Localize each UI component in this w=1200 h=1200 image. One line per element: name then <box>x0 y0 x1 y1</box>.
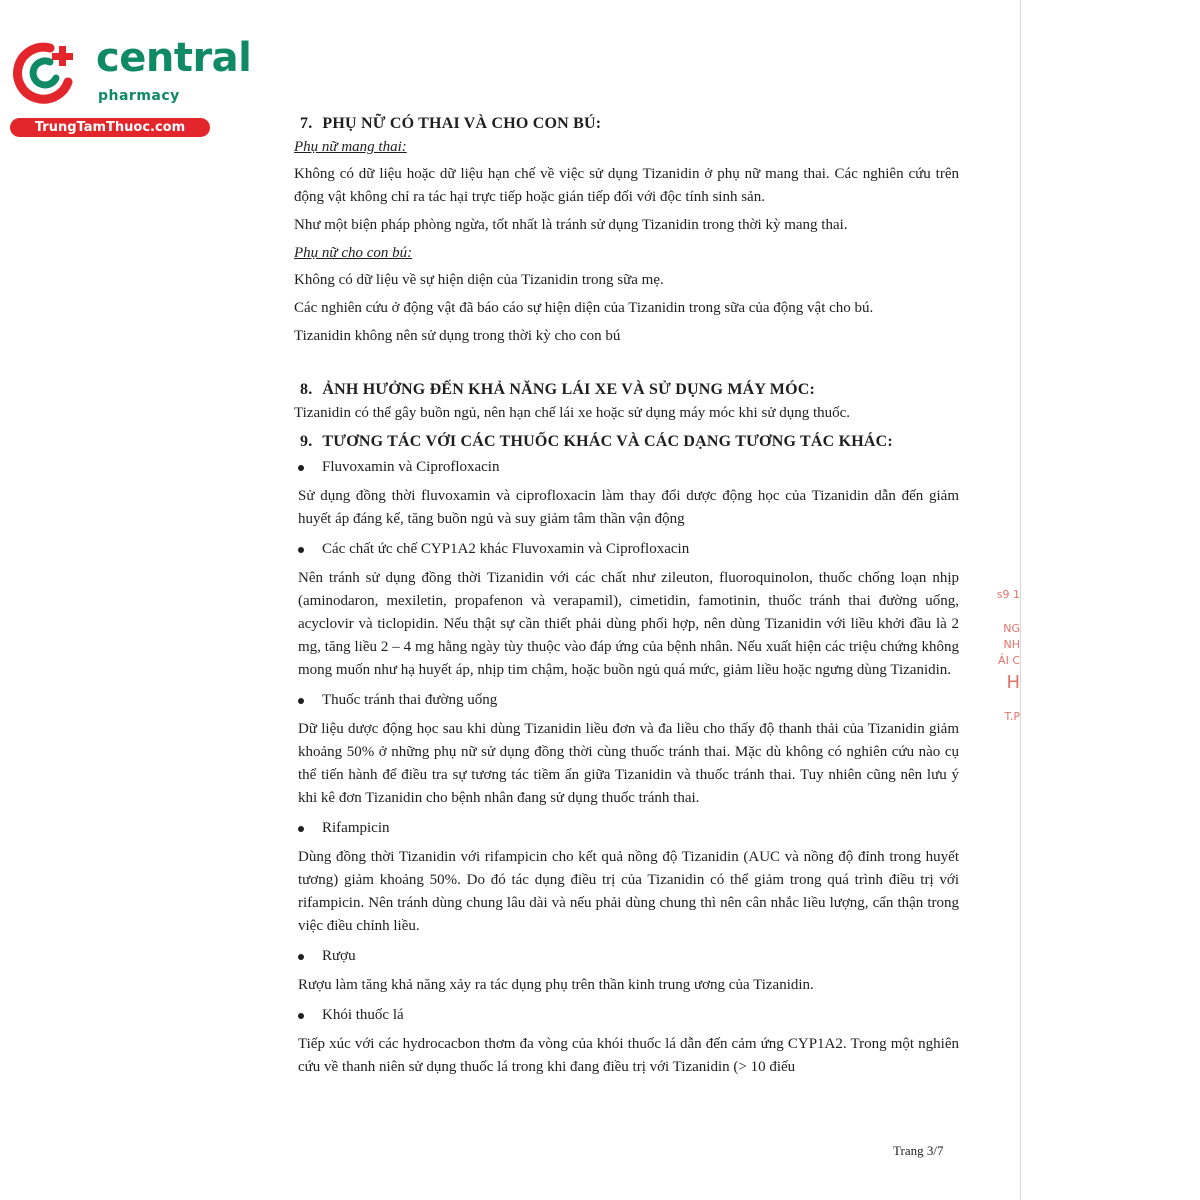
bullet-dot-icon <box>298 954 304 960</box>
section-title: PHỤ NỮ CÓ THAI VÀ CHO CON BÚ: <box>322 115 602 132</box>
bullet-item <box>298 689 959 712</box>
document-body <box>294 112 959 1079</box>
stamp-text-1: s9 1 <box>996 588 1020 601</box>
paragraph: Như một biện pháp phòng ngừa, tốt nhất là tránh sử dụng Tizanidin trong thời kỳ mang thai. <box>294 217 848 233</box>
bullet-label: Các chất ức chế CYP1A2 khác Fluvoxamin và Ciprofloxacin <box>322 541 690 557</box>
stamp-text-4: ẢI C <box>998 654 1020 667</box>
page-number: Trang 3/7 <box>893 1143 944 1158</box>
bullet-label: Rifampicin <box>322 820 390 836</box>
central-pharmacy-logo <box>10 35 252 138</box>
logo-brand-name: central <box>96 35 252 81</box>
stamp-fragment <box>990 580 1020 740</box>
paragraph: Dữ liệu dược động học sau khi dùng Tizanidin liều đơn và đa liều cho thấy độ thanh thải của Tizanidin giảm khoảng 50% ở những phụ nữ sử dụng đồng thời cùng thuốc tránh thai. Mặc dù không có nghiên cứu nào cụ thể tiến hành để điều tra sự tương tác tiềm ẩn giữa Tizanidin và thuốc tránh thai. Tuy nhiên cũng nên lưu ý khi kê đơn Tizanidin cho bệnh nhân đang sử dụng thuốc tránh thai. <box>298 721 959 806</box>
stamp-text-6: T.P <box>1004 710 1020 723</box>
section-title: ẢNH HƯỞNG ĐẾN KHẢ NĂNG LÁI XE VÀ SỬ DỤNG MÁY MÓC: <box>322 381 816 398</box>
paragraph: Rượu làm tăng khả năng xảy ra tác dụng phụ trên thần kinh trung ương của Tizanidin. <box>298 977 814 993</box>
bullet-dot-icon <box>298 465 304 471</box>
subheading-pregnancy: Phụ nữ mang thai: <box>294 139 407 155</box>
pharmacy-cross-icon <box>10 38 82 104</box>
stamp-text-5: H <box>1006 672 1020 693</box>
bullet-item <box>298 945 959 968</box>
section-number: 8. <box>300 381 313 398</box>
section-number: 9. <box>300 433 313 450</box>
logo-url-badge: TrungTamThuoc.com <box>10 118 210 137</box>
bullet-dot-icon <box>298 826 304 832</box>
paragraph: Nên tránh sử dụng đồng thời Tizanidin với các chất như zileuton, fluoroquinolon, thuốc chống loạn nhịp (aminodaron, mexiletin, propafenon và verapamil), cimetidin, famotinin, thuốc tránh thai đường uống, acyclovir và ticlopidin. Nếu thật sự cần thiết phải dùng phối hợp, nên dùng Tizanidin với liều khởi đầu là 2 mg, tăng liều 2 – 4 mg hằng ngày tùy thuộc vào đáp ứng của bệnh nhân. Nếu xuất hiện các triệu chứng không mong muốn như hạ huyết áp, nhịp tim chậm, hoặc buồn ngủ quá mức, giảm liều hoặc ngưng dùng Tizanidin. <box>298 570 959 678</box>
section-9-heading <box>300 430 959 454</box>
bullet-dot-icon <box>298 1013 304 1019</box>
paragraph: Không có dữ liệu hoặc dữ liệu hạn chế về việc sử dụng Tizanidin ở phụ nữ mang thai. Các nghiên cứu trên động vật không chỉ ra tác hại trực tiếp hoặc gián tiếp đối với độc tính sinh sản. <box>294 166 959 205</box>
bullet-dot-icon <box>298 547 304 553</box>
bullet-item <box>298 1004 959 1027</box>
stamp-text-2: NG <box>1003 622 1020 635</box>
logo-brand-sub: pharmacy <box>98 88 180 104</box>
bullet-item <box>298 538 959 561</box>
section-8-heading <box>300 378 959 402</box>
stamp-text-3: NH <box>1003 638 1020 651</box>
bullet-label: Rượu <box>322 948 356 964</box>
bullet-label: Thuốc tránh thai đường uống <box>322 692 498 708</box>
paragraph: Các nghiên cứu ở động vật đã báo cáo sự hiện diện của Tizanidin trong sữa của động vật cho bú. <box>294 300 874 316</box>
bullet-label: Fluvoxamin và Ciprofloxacin <box>322 459 500 475</box>
bullet-label: Khói thuốc lá <box>322 1007 404 1023</box>
paragraph: Dùng đồng thời Tizanidin với rifampicin cho kết quả nồng độ Tizanidin (AUC và nồng độ đỉnh trong huyết tương) giảm khoảng 50%. Do đó tác dụng điều trị của Tizanidin có thể giảm trong quá trình điều trị với rifampicin. Nên tránh dùng chung lâu dài và nếu phải dùng chung thì nên cân nhắc liều lượng, cẩn thận trong việc điều chỉnh liều. <box>298 849 959 934</box>
paragraph: Không có dữ liệu về sự hiện diện của Tizanidin trong sữa mẹ. <box>294 272 664 288</box>
paragraph: Tizanidin có thể gây buồn ngủ, nên hạn chế lái xe hoặc sử dụng máy móc khi sử dụng thuốc. <box>294 405 851 421</box>
page-edge-line <box>1020 0 1021 1200</box>
paragraph: Tiếp xúc với các hydrocacbon thơm đa vòng của khói thuốc lá dẫn đến cảm ứng CYP1A2. Trong một nghiên cứu về thanh niên sử dụng thuốc lá trong khi đang điều trị với Tizanidin (> 10 điếu <box>298 1036 959 1075</box>
bullet-dot-icon <box>298 698 304 704</box>
bullet-item <box>298 817 959 840</box>
bullet-item <box>298 456 959 479</box>
section-title: TƯƠNG TÁC VỚI CÁC THUỐC KHÁC VÀ CÁC DẠNG TƯƠNG TÁC KHÁC: <box>322 433 893 450</box>
section-number: 7. <box>300 115 313 132</box>
paragraph: Tizanidin không nên sử dụng trong thời kỳ cho con bú <box>294 328 621 344</box>
paragraph: Sử dụng đồng thời fluvoxamin và ciprofloxacin làm thay đổi dược động học của Tizanidin dẫn đến giảm huyết áp đáng kể, tăng buồn ngủ và suy giảm tâm thần vận động <box>298 488 959 527</box>
section-7-heading <box>300 112 959 136</box>
subheading-breastfeeding: Phụ nữ cho con bú: <box>294 245 413 261</box>
